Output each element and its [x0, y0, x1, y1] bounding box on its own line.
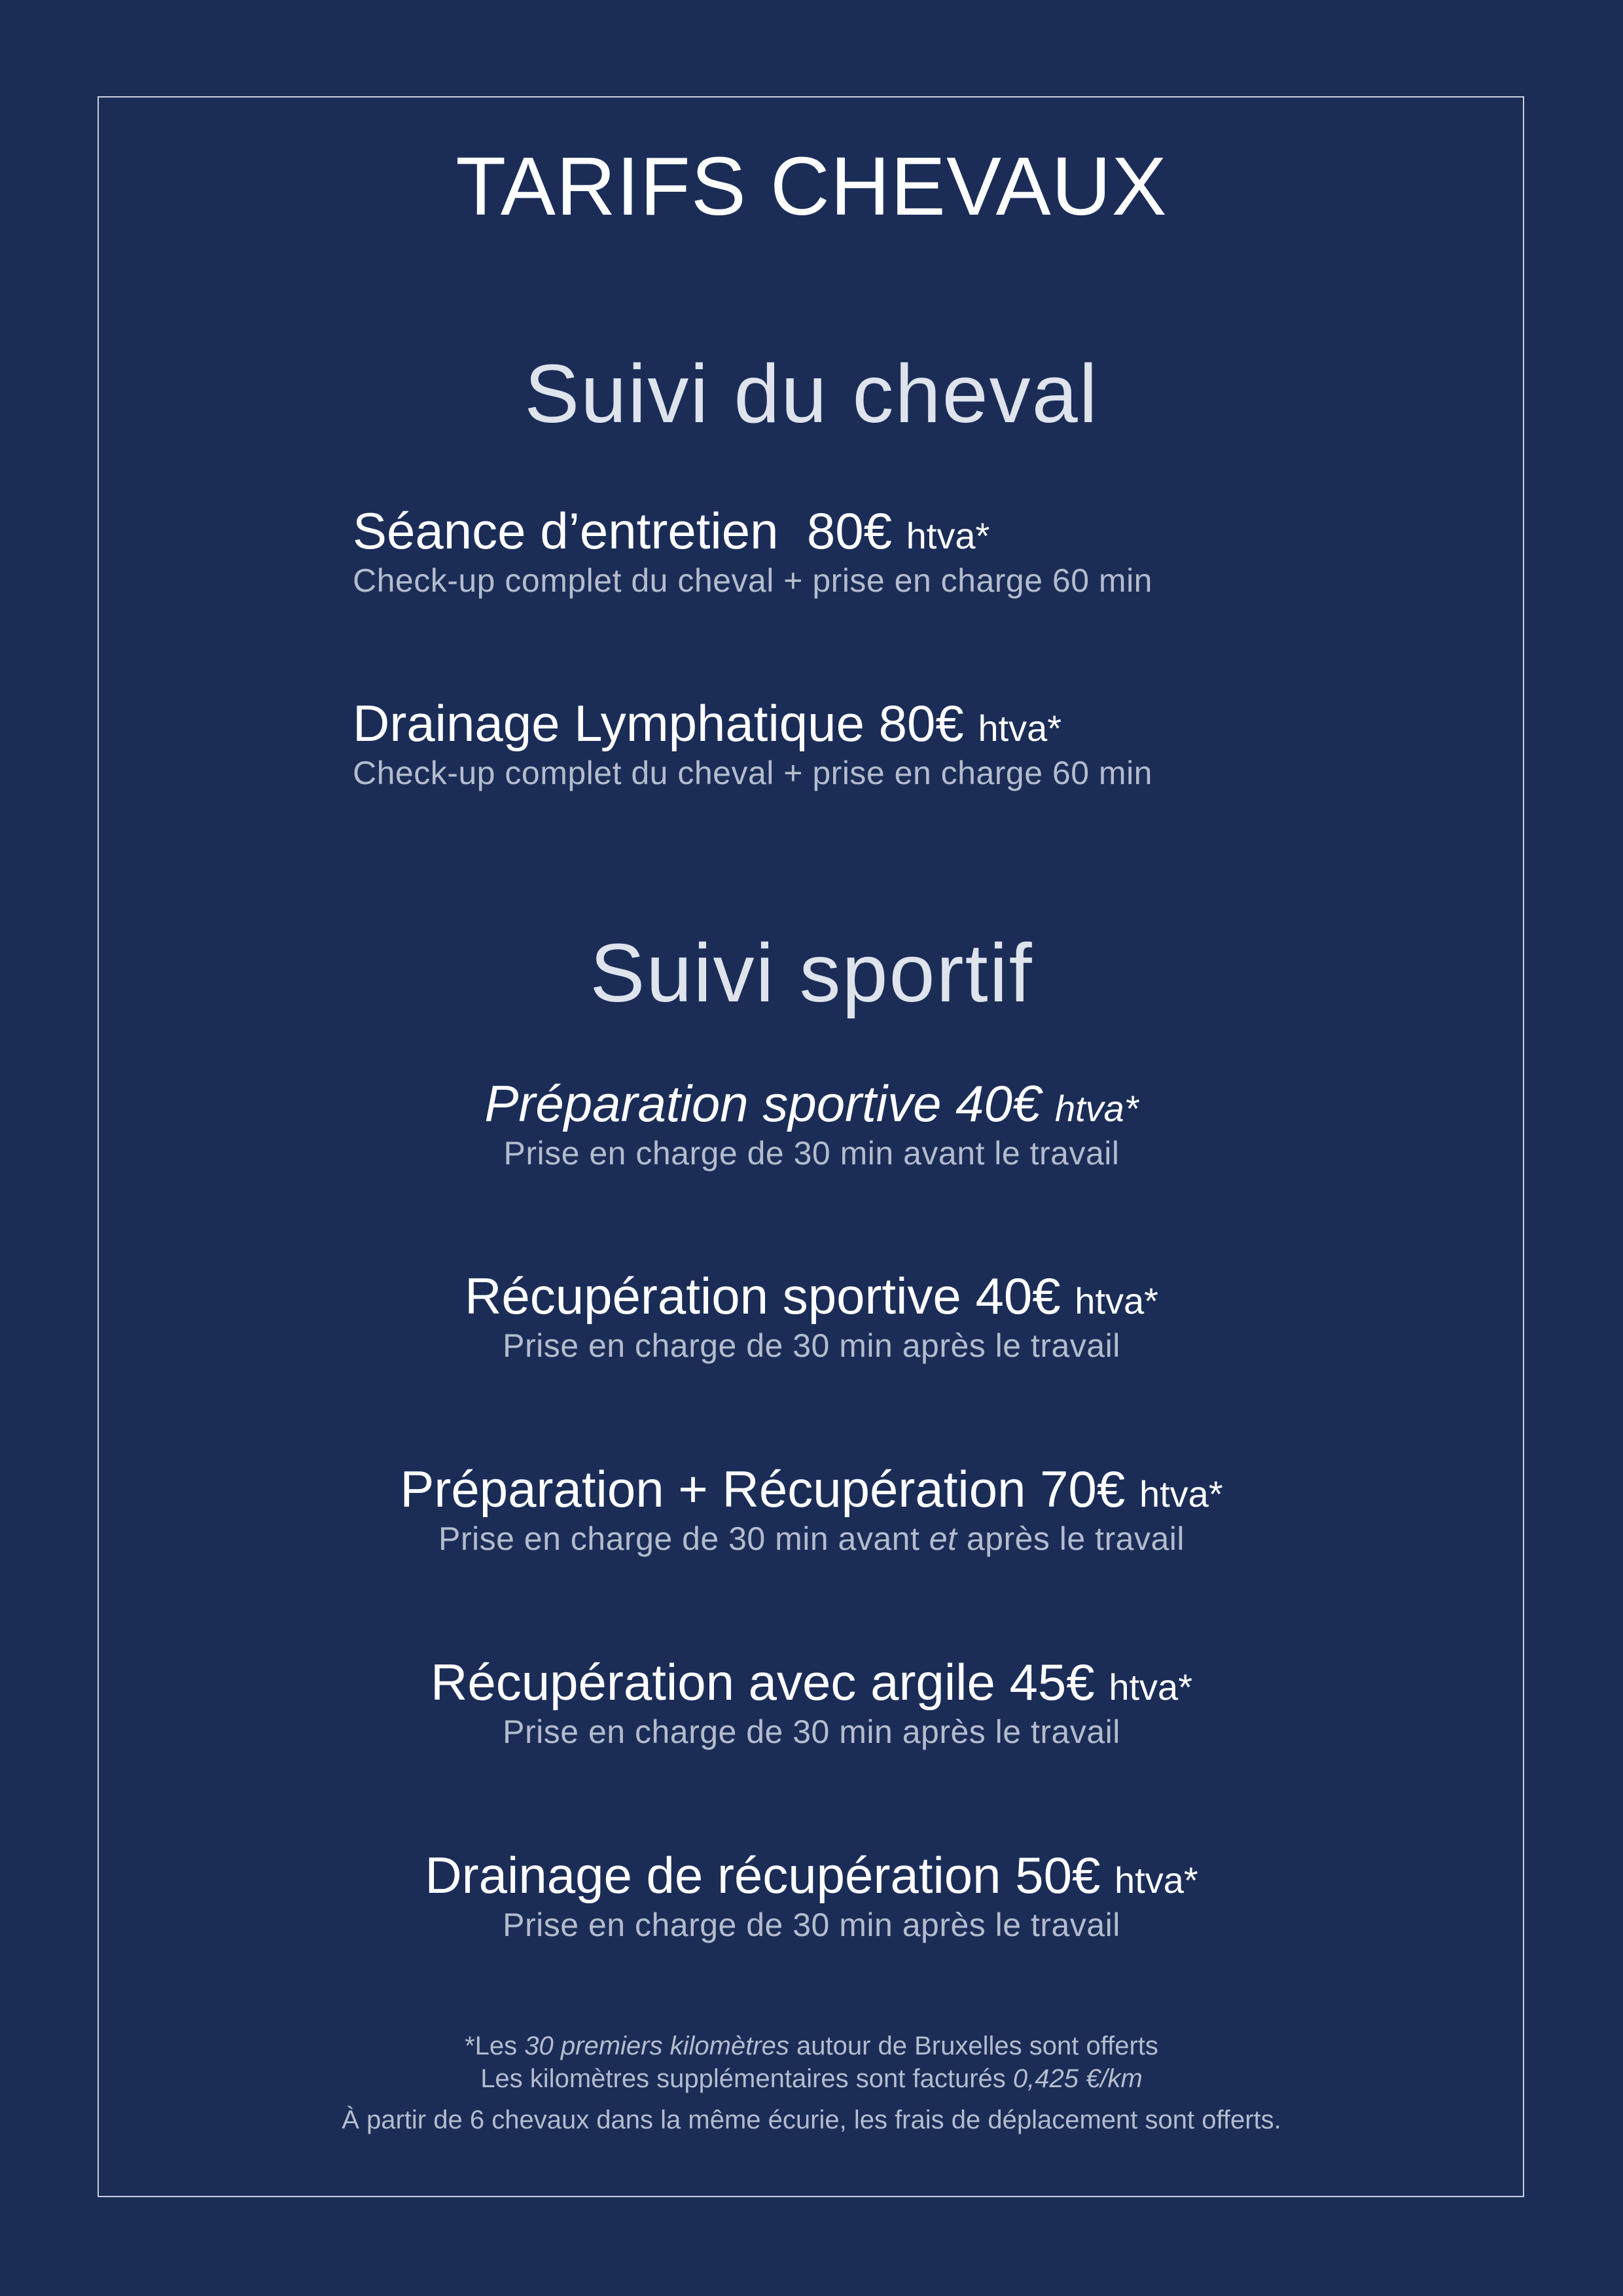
price-item-drainage-recuperation — [0, 1842, 1623, 1913]
price-item-drainage-lymphatique — [353, 691, 1061, 761]
item-description: Prise en charge de 30 min après le travail — [503, 1327, 1120, 1364]
item-price: 40€ — [955, 1075, 1041, 1132]
item-price: 50€ — [1015, 1846, 1101, 1904]
item-unit: htva* — [978, 708, 1062, 749]
item-name: Drainage de récupération — [425, 1846, 1001, 1904]
note-emphasis: 30 premiers kilomètres — [524, 2032, 789, 2060]
price-item-seance-entretien — [353, 498, 990, 569]
item-name: Préparation sportive — [484, 1075, 942, 1132]
item-name: Drainage Lymphatique — [353, 694, 865, 752]
price-item-recuperation-argile — [0, 1649, 1623, 1720]
note-text: Les kilomètres supplémentaires sont facturés — [480, 2064, 1013, 2093]
desc-emphasis: et — [929, 1520, 957, 1557]
price-item-preparation-recuperation — [0, 1456, 1623, 1527]
footnote-six-horses: À partir de 6 chevaux dans la même écurie, les frais de déplacement sont offerts. — [342, 2106, 1281, 2134]
item-unit: htva* — [1054, 1088, 1139, 1129]
item-description: Check-up complet du cheval + prise en charge 60 min — [353, 755, 1152, 791]
price-item-recuperation-sportive — [0, 1263, 1623, 1334]
item-unit: htva* — [1109, 1666, 1192, 1708]
note-emphasis: 0,425 €/km — [1012, 2064, 1143, 2093]
item-name: Séance d’entretien — [353, 502, 779, 560]
item-name: Récupération sportive — [465, 1267, 961, 1325]
item-description — [0, 1518, 1623, 1560]
desc-text: Prise en charge de 30 min avant — [438, 1520, 929, 1557]
item-description: Prise en charge de 30 min avant le travail — [503, 1135, 1120, 1172]
item-name: Préparation + Récupération — [400, 1460, 1026, 1518]
footnote-extra-km — [0, 2062, 1623, 2096]
item-unit: htva* — [1139, 1473, 1223, 1515]
section-title-suivi-cheval: Suivi du cheval — [524, 348, 1099, 440]
footnote-free-km — [0, 2029, 1623, 2063]
page-title: TARIFS CHEVAUX — [455, 140, 1168, 232]
item-price: 40€ — [975, 1267, 1061, 1325]
note-text: *Les — [465, 2032, 525, 2060]
section-title-suivi-sportif: Suivi sportif — [590, 927, 1033, 1019]
item-name: Récupération avec argile — [431, 1653, 995, 1711]
item-unit: htva* — [1075, 1280, 1158, 1321]
item-unit: htva* — [1115, 1859, 1198, 1901]
item-description: Prise en charge de 30 min après le travail — [503, 1713, 1120, 1750]
item-price: 45€ — [1009, 1653, 1095, 1711]
item-price: 80€ — [878, 694, 964, 752]
item-price: 80€ — [806, 502, 892, 560]
item-description: Check-up complet du cheval + prise en charge 60 min — [353, 562, 1152, 599]
price-item-preparation-sportive — [0, 1071, 1623, 1141]
item-description: Prise en charge de 30 min après le travail — [503, 1907, 1120, 1943]
item-unit: htva* — [906, 515, 990, 556]
note-text: autour de Bruxelles sont offerts — [789, 2032, 1158, 2060]
item-price: 70€ — [1040, 1460, 1126, 1518]
desc-text: après le travail — [957, 1520, 1185, 1557]
